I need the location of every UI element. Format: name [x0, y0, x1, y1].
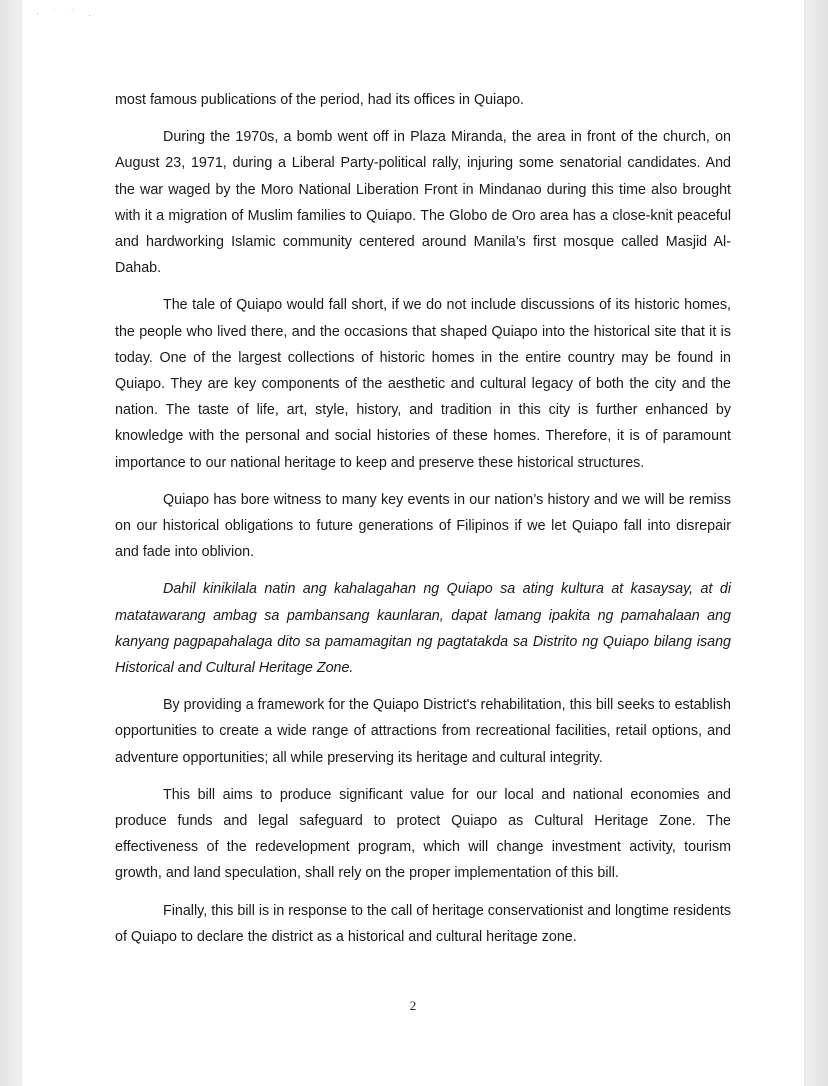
paragraph-8: Finally, this bill is in response to the call of heritage conservationist and longtime residents of Quiapo to declare the district as a historical and cultural heritage zone. [115, 902, 731, 945]
viewer-left-margin [0, 0, 22, 1086]
paragraph-6: By providing a framework for the Quiapo District's rehabilitation, this bill seeks to establish opportunities to create a wide range of attractions from recreational facilities, retail options, and adventure opportunities; all while preserving its heritage and cultural integrity. [115, 697, 731, 766]
viewer-right-margin [804, 0, 828, 1086]
document-page [22, 0, 804, 1086]
paragraph-3: The tale of Quiapo would fall short, if we do not include discussions of its historic homes, the people who lived there, and the occasions that shaped Quiapo into the historical site that it is today. One of the largest collections of historic homes in the entire country may be found in Quiapo. They are key components of the aesthetic and cultural legacy of both the city and the nation. The taste of life, art, style, history, and tradition in this city is further enhanced by knowledge with the personal and social histories of these homes. Therefore, it is of paramount importance to our national heritage to keep and preserve these historical structures. [115, 297, 731, 471]
paragraph-4: Quiapo has bore witness to many key events in our nation’s history and we will be remiss on our historical obligations to future generations of Filipinos if we let Quiapo fall into disrepair and fade into oblivion. [115, 491, 731, 561]
paragraph-2: During the 1970s, a bomb went off in Plaza Miranda, the area in front of the church, on August 23, 1971, during a Liberal Party-political rally, injuring some senatorial candidates. And the war waged by the Moro National Liberation Front in Mindanao during this time also brought with it a migration of Muslim families to Quiapo. The Globo de Oro area has a close-knit peaceful and hardworking Islamic community centered around Manila’s first mosque called Masjid Al-Dahab. [115, 129, 731, 277]
page-number: 2 [409, 998, 417, 1013]
paragraph-1: most famous publications of the period, had its offices in Quiapo. [115, 92, 525, 108]
page-body [115, 87, 731, 961]
scan-specks: · ˙ ˙ . [36, 8, 97, 18]
paragraph-7: This bill aims to produce significant value for our local and national economies and produce funds and legal safeguard to protect Quiapo as Cultural Heritage Zone. The effectiveness of the redevelopment program, which will change investment activity, tourism growth, and land speculation, shall rely on the proper implementation of this bill. [115, 786, 731, 882]
paragraph-5-filipino: Dahil kinikilala natin ang kahalagahan ng Quiapo sa ating kultura at kasaysay, at di matatawarang ambag sa pambansang kaunlaran, dapat lamang ipakita ng pamahalaan ang kanyang pagpapahalaga dito sa pamamagitan ng pagtatakda sa Distrito ng Quiapo bilang isang Historical and Cultural Heritage Zone. [115, 581, 731, 677]
